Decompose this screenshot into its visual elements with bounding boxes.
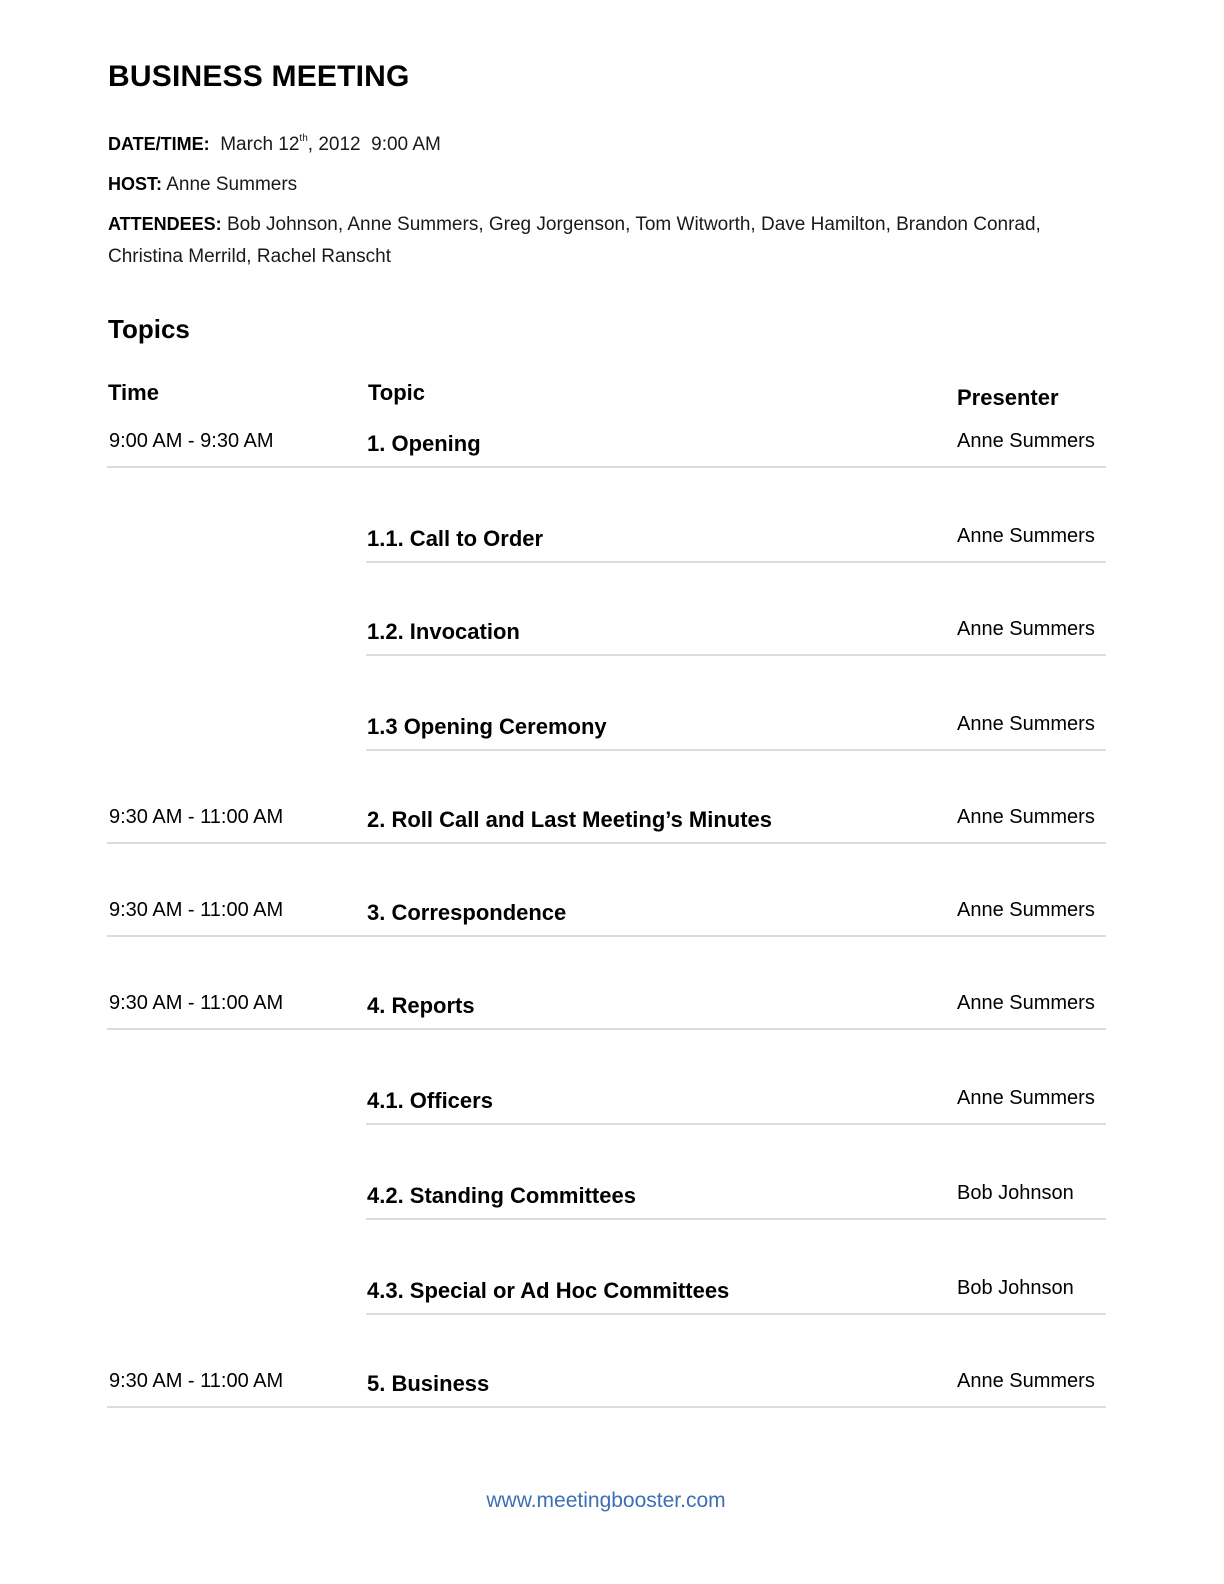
agenda-topic: 4. Reports — [367, 993, 475, 1018]
agenda-row — [0, 992, 1224, 1032]
agenda-row — [0, 525, 1224, 565]
agenda-row — [0, 899, 1224, 939]
row-divider — [366, 561, 1106, 563]
agenda-topic: 1. Opening — [367, 431, 481, 456]
agenda-topic: 1.2. Invocation — [367, 619, 520, 644]
agenda-row — [0, 806, 1224, 846]
agenda-row — [0, 1087, 1224, 1127]
agenda-presenter: Bob Johnson — [957, 1182, 1074, 1204]
agenda-presenter: Bob Johnson — [957, 1277, 1074, 1299]
meeting-host — [108, 168, 297, 201]
agenda-presenter: Anne Summers — [957, 525, 1095, 547]
row-divider — [107, 1406, 1106, 1408]
agenda-row — [0, 1370, 1224, 1410]
agenda-time: 9:30 AM - 11:00 AM — [109, 899, 284, 921]
page-title: BUSINESS MEETING — [108, 60, 410, 93]
agenda-row — [0, 618, 1224, 658]
host-value: Anne Summers — [166, 174, 298, 195]
row-divider — [107, 935, 1106, 937]
agenda-topic: 4.2. Standing Committees — [367, 1183, 636, 1208]
topics-heading: Topics — [108, 314, 190, 344]
row-divider — [366, 749, 1106, 751]
meeting-attendees — [108, 208, 1048, 273]
agenda-topic: 1.3 Opening Ceremony — [367, 714, 607, 739]
agenda-topic: 1.1. Call to Order — [367, 526, 544, 551]
agenda-row — [0, 1277, 1224, 1317]
meeting-datetime — [108, 128, 441, 161]
column-header-topic: Topic — [368, 380, 426, 405]
row-divider — [366, 654, 1106, 656]
agenda-time: 9:30 AM - 11:00 AM — [109, 992, 284, 1014]
attendees-value: Bob Johnson, Anne Summers, Greg Jorgenson, Tom Witworth, Dave Hamilton, Brandon Conrad, Christina Merrild, Rachel Ranscht — [108, 214, 1041, 267]
datetime-ordinal-suffix: th — [299, 133, 308, 144]
host-label: HOST: — [108, 174, 162, 194]
agenda-time: 9:30 AM - 11:00 AM — [109, 1370, 284, 1392]
agenda-presenter: Anne Summers — [957, 899, 1095, 921]
datetime-label: DATE/TIME: — [108, 134, 210, 154]
agenda-row — [0, 1182, 1224, 1222]
agenda-topic: 5. Business — [367, 1371, 490, 1396]
datetime-value: March 12th, 2012 9:00 AM — [220, 133, 441, 155]
agenda-presenter: Anne Summers — [957, 806, 1095, 828]
agenda-time: 9:00 AM - 9:30 AM — [109, 430, 274, 452]
agenda-presenter: Anne Summers — [957, 1370, 1095, 1392]
attendees-label: ATTENDEES: — [108, 214, 222, 234]
column-header-presenter: Presenter — [957, 385, 1059, 410]
agenda-topic: 3. Correspondence — [367, 900, 567, 925]
row-divider — [107, 466, 1106, 468]
agenda-topic: 4.3. Special or Ad Hoc Committees — [367, 1278, 730, 1303]
agenda-row — [0, 430, 1224, 470]
row-divider — [366, 1218, 1106, 1220]
agenda-presenter: Anne Summers — [957, 618, 1095, 640]
agenda-time: 9:30 AM - 11:00 AM — [109, 806, 284, 828]
row-divider — [107, 1028, 1106, 1030]
row-divider — [366, 1313, 1106, 1315]
agenda-topic: 2. Roll Call and Last Meeting’s Minutes — [367, 807, 773, 832]
row-divider — [366, 1123, 1106, 1125]
agenda-presenter: Anne Summers — [957, 430, 1095, 452]
agenda-presenter: Anne Summers — [957, 1087, 1095, 1109]
column-header-time: Time — [108, 380, 159, 405]
agenda-presenter: Anne Summers — [957, 713, 1095, 735]
footer-website-link[interactable]: www.meetingbooster.com — [486, 1489, 726, 1512]
agenda-topic: 4.1. Officers — [367, 1088, 493, 1113]
agenda-presenter: Anne Summers — [957, 992, 1095, 1014]
agenda-row — [0, 713, 1224, 753]
row-divider — [107, 842, 1106, 844]
